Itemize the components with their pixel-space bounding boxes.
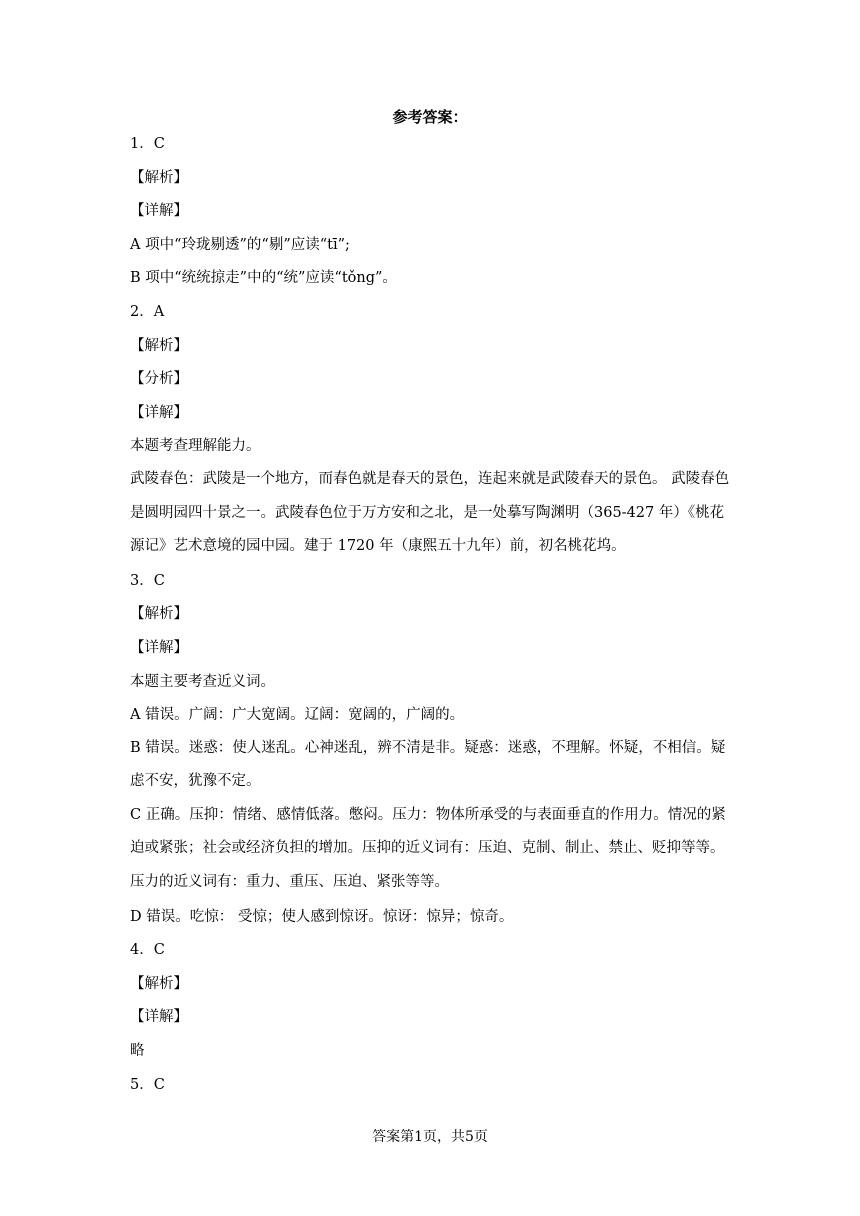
paragraph-text: B 错误。迷惑：使人迷乱。心神迷乱，辨不清是非。疑惑：迷惑，不理解。怀疑，不相信。疑虑不安，犹豫不定。: [130, 739, 726, 790]
section-label: 【解析】: [130, 337, 188, 354]
answer-content: [130, 133, 734, 1107]
section-label: 【解析】: [130, 606, 188, 623]
paragraph-text: C 正确。压抑：情绪、感情低落。憋闷。压力：物体所承受的与表面垂直的作用力。情况的紧迫或紧张；社会或经济负担的增加。压抑的近义词有：压迫、克制、制止、禁止、贬抑等等。压力的近义词有：重力、重压、压迫、紧张等等。: [130, 806, 726, 891]
paragraph: [130, 732, 734, 799]
section-label: 【详解】: [130, 639, 188, 656]
section-label: 【解析】: [130, 975, 188, 992]
paragraph: A 错误。广阔：广大宽阔。辽阔：宽阔的，广阔的。: [130, 707, 465, 724]
answer-number: 4．C: [130, 942, 165, 959]
paragraph: [130, 463, 734, 564]
answer-number: 2．A: [130, 303, 165, 320]
page-title: 参考答案：: [392, 108, 468, 126]
section-label: 【分析】: [130, 371, 188, 388]
section-label: 【详解】: [130, 404, 188, 421]
answer-number: 3．C: [130, 572, 165, 589]
paragraph: [130, 799, 734, 900]
section-label: 【解析】: [130, 169, 188, 186]
section-label: 【详解】: [130, 1009, 188, 1026]
answer-number: 5．C: [130, 1076, 165, 1093]
paragraph: A 项中“玲珑剔透”的“剔”应读“tī”;: [130, 236, 350, 253]
paragraph-text: 武陵春色：武陵是一个地方，而春色就是春天的景色，连起来就是武陵春天的景色。 武陵春色是圆明园四十景之一。武陵春色位于万方安和之北，是一处摹写陶渊明（365-427 年）《桃花源记》艺术意境的园中园。建于 1720 年（康熙五十九年）前，初名桃花坞。: [130, 470, 730, 555]
answer-number: 1．C: [130, 136, 165, 152]
paragraph: 略: [130, 1043, 145, 1060]
paragraph: D 错误。吃惊： 受惊；使人感到惊讶。惊讶：惊异；惊奇。: [130, 908, 514, 925]
page-footer: 答案第1页，共5页: [372, 1129, 488, 1145]
section-label: 【详解】: [130, 203, 188, 220]
paragraph: 本题主要考查近义词。: [130, 673, 275, 690]
paragraph: 本题考查理解能力。: [130, 438, 261, 455]
paragraph: B 项中“统统掠走”中的“统”应读“tǒng”。: [130, 270, 397, 287]
